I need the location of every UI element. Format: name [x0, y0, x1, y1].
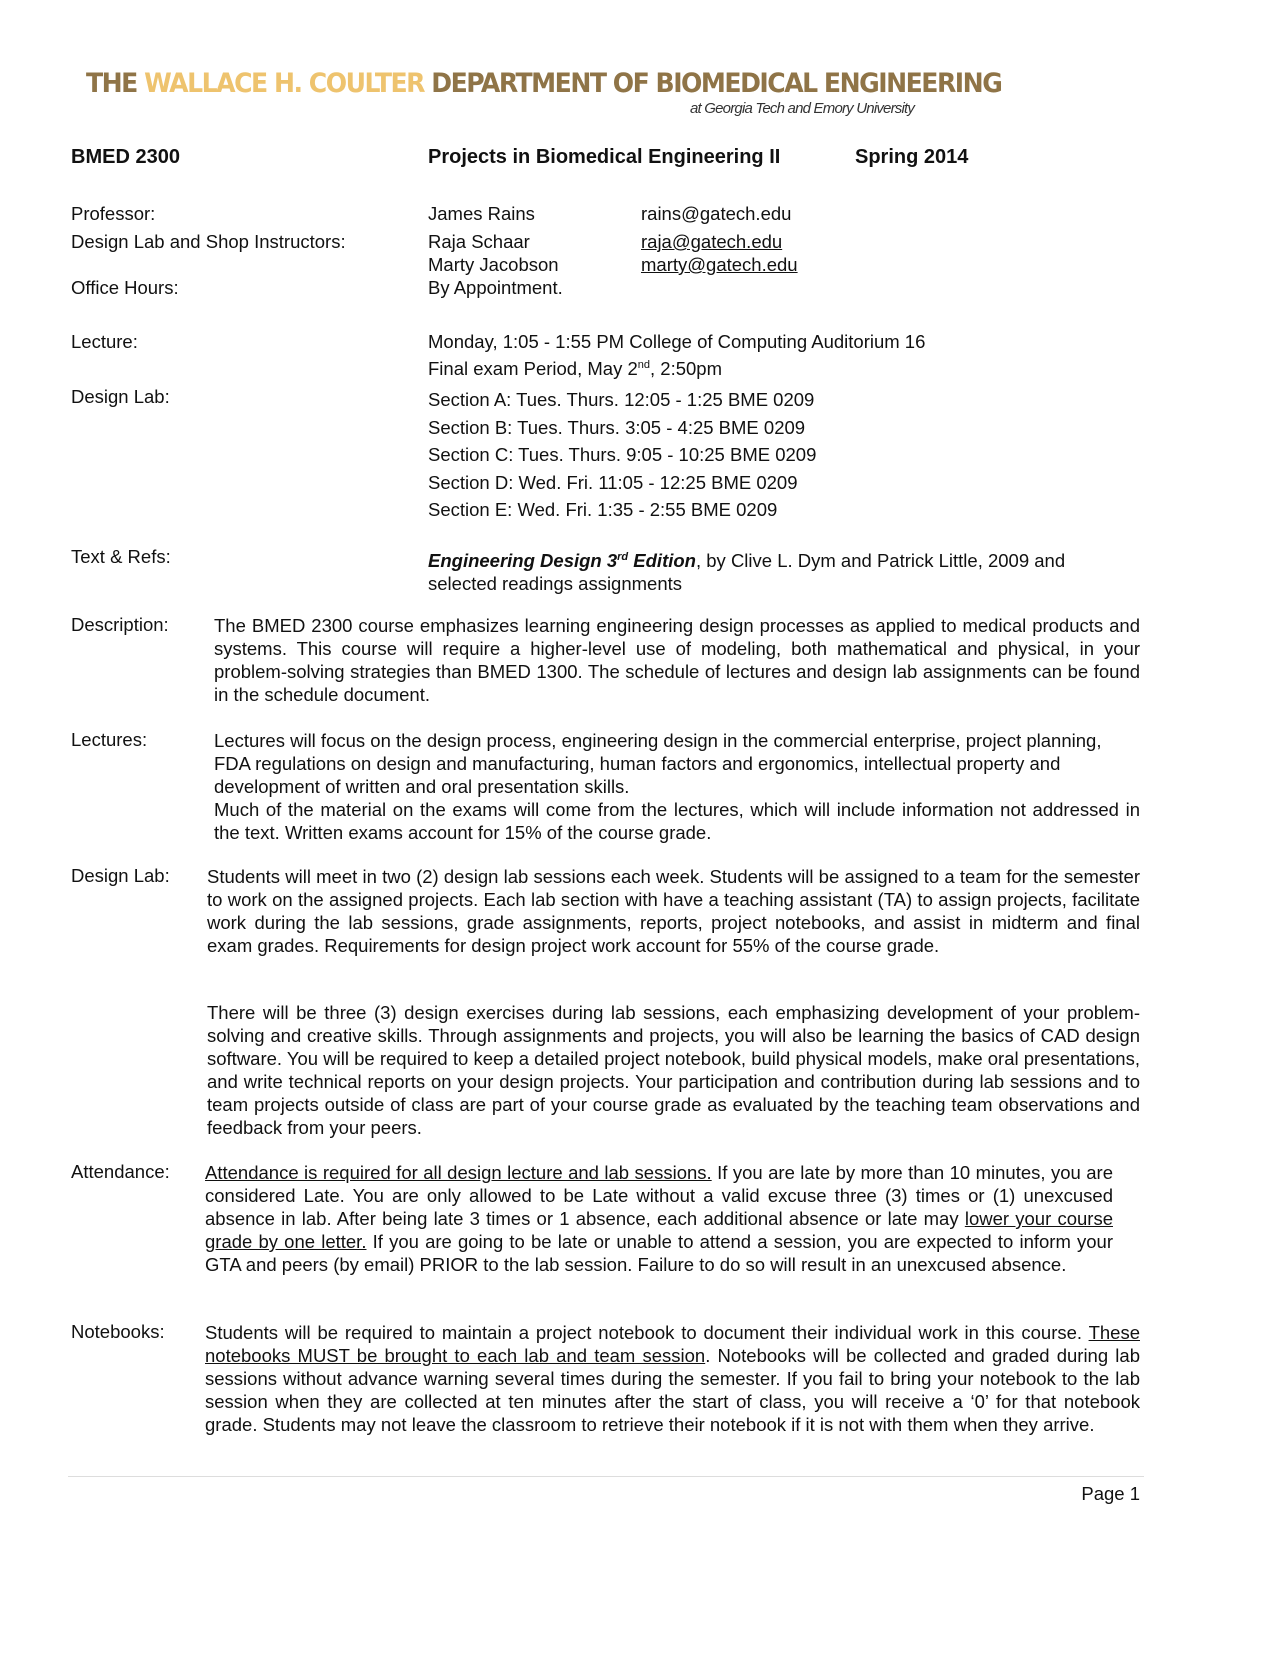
- lab-sections: [428, 386, 816, 524]
- office-hours: By Appointment.: [428, 277, 563, 298]
- lectures-label: Lectures:: [71, 729, 148, 750]
- design-lab-body: There will be three (3) design exercises during lab sessions, each emphasizing development of your problem-solving and creative skills. Through assignments and projects, you will also be learning the basics of CAD design software. You will be required to keep a detailed project notebook, build physical models, make oral presentations, and write technical reports on your design projects. Your participation and contribution during lab sessions and to team projects outside of class are part of your course grade as evaluated by the teaching team observations and feedback from your peers.: [207, 1002, 1140, 1138]
- instructor-email-link[interactable]: marty@gatech.edu: [641, 254, 798, 275]
- professor-email: rains@gatech.edu: [641, 203, 792, 224]
- lab-section: Section A: Tues. Thurs. 12:05 - 1:25 BME 0209: [428, 389, 815, 410]
- final-exam: Final exam Period, May 2nd, 2:50pm: [428, 358, 723, 379]
- attendance-body: Attendance is required for all design lecture and lab sessions. If you are late by more than 10 minutes, you are considered Late. You are only allowed to be Late without a valid excuse three (3) times or (1) unexcused absence in lab. After being late 3 times or 1 absence, each additional absence or late may lower your course grade by one letter. If you are going to be late or unable to attend a session, you are expected to inform your GTA and peers (by email) PRIOR to the lab session. Failure to do so will result in an unexcused absence.: [205, 1162, 1114, 1275]
- design-lab-section-label: Design Lab:: [71, 865, 170, 886]
- instructor-name: Marty Jacobson: [428, 254, 559, 275]
- lectures-body: Lectures will focus on the design process, engineering design in the commercial enterprise, project planning, FDA regulations on design and manufacturing, human factors and ergonomics, intellectual property and development of written and oral presentation skills.: [214, 730, 1102, 797]
- lab-section: Section B: Tues. Thurs. 3:05 - 4:25 BME 0209: [428, 416, 806, 438]
- lecture-time: Monday, 1:05 - 1:55 PM College of Computing Auditorium 16: [428, 331, 926, 352]
- lecture-label: Lecture:: [71, 331, 138, 352]
- instructor-email-link[interactable]: raja@gatech.edu: [641, 231, 783, 252]
- department-logo: THE WALLACE H. COULTER DEPARTMENT OF BIOMEDICAL ENGINEERING: [86, 68, 1002, 99]
- professor-name: James Rains: [428, 203, 535, 224]
- course-term: Spring 2014: [855, 146, 969, 168]
- lab-section: Section D: Wed. Fri. 11:05 - 12:25 BME 0209: [428, 471, 798, 493]
- textbook: Engineering Design 3rd Edition, by Clive L. Dym and Patrick Little, 2009 and selected readings assignments: [428, 550, 1066, 595]
- description-label: Description:: [71, 614, 169, 635]
- design-lab-body: Students will meet in two (2) design lab sessions each week. Students will be assigned to a team for the semester to work on the assigned projects. Each lab section with have a teaching assistant (TA) to assign projects, facilitate work during the lab sessions, grade assignments, reports, project notebooks, and assist in midterm and final exam grades. Requirements for design project work account for 55% of the course grade.: [207, 866, 1140, 956]
- instructors-label: Design Lab and Shop Instructors:: [71, 231, 346, 252]
- design-lab-label: Design Lab:: [71, 386, 170, 407]
- notebooks-label: Notebooks:: [71, 1321, 165, 1342]
- office-hours-label: Office Hours:: [71, 277, 179, 298]
- lectures-body: Much of the material on the exams will come from the lectures, which will include information not addressed in the text. Written exams account for 15% of the course grade.: [214, 799, 1140, 843]
- lab-section: Section C: Tues. Thurs. 9:05 - 10:25 BME 0209: [428, 444, 817, 465]
- course-title: Projects in Biomedical Engineering II: [428, 146, 781, 168]
- description-body: The BMED 2300 course emphasizes learning engineering design processes as applied to medical products and systems. This course will require a higher-level use of modeling, both mathematical and physical, in your problem-solving strategies than BMED 1300. The schedule of lectures and design lab assignments can be found in the schedule document.: [214, 615, 1140, 705]
- notebooks-body: Students will be required to maintain a project notebook to document their individual work in this course. These notebooks MUST be brought to each lab and team session. Notebooks will be collected and graded during lab sessions without advance warning several times during the semester. If you fail to bring your notebook to the lab session when they are collected at ten minutes after the start of class, you will receive a ‘0’ for that notebook grade. Students may not leave the classroom to retrieve their notebook if it is not with them when they arrive.: [205, 1322, 1140, 1435]
- logo-subtitle: at Georgia Tech and Emory University: [690, 100, 915, 117]
- attendance-label: Attendance:: [71, 1161, 170, 1182]
- lab-section: Section E: Wed. Fri. 1:35 - 2:55 BME 0209: [428, 499, 778, 520]
- course-code: BMED 2300: [71, 146, 180, 168]
- instructor-name: Raja Schaar: [428, 231, 530, 252]
- footer-divider: [68, 1476, 1144, 1477]
- page-number: Page 1: [1081, 1483, 1140, 1504]
- professor-label: Professor:: [71, 203, 156, 224]
- text-refs-label: Text & Refs:: [71, 546, 171, 567]
